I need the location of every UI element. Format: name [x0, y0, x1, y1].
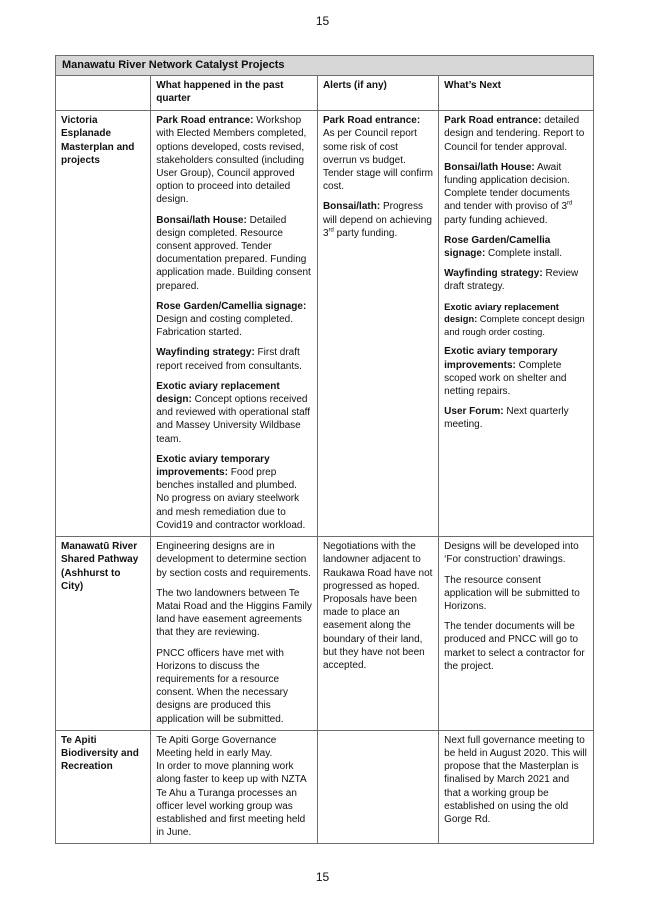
alerts-cell [317, 537, 438, 731]
entry-text: As per Council report some risk of cost overrun vs budget. Tender stage will confirm cost. [322, 128, 433, 193]
entry-label: Park Road entrance: [156, 115, 254, 127]
entry-superscript: rd [567, 201, 573, 208]
past-quarter-cell [151, 111, 318, 537]
table-row [56, 730, 594, 844]
entry-label: Wayfinding strategy: [444, 268, 543, 280]
entry [444, 267, 588, 293]
entry: The two landowners between Te Matai Road and the Higgins Family land have easement agreements that they are reviewing. [156, 587, 312, 639]
entry [156, 300, 312, 340]
entry: Negotiations with the landowner adjacent to Raukawa Road have not progressed as hoped. Proposals have been made to place an easement along the boundary of their land, but they have not been accepted. [322, 541, 433, 671]
entry-label: Bonsai/lath: [322, 201, 381, 213]
page-number-bottom: 15 [315, 870, 330, 884]
entry-label: Bonsai/lath House: [156, 214, 247, 226]
entry [156, 214, 312, 293]
entry-text-after: party funding. [333, 227, 398, 239]
entry [444, 405, 588, 431]
entry [323, 114, 433, 193]
whats-next-cell [439, 730, 594, 844]
entry-text: detailed design and tendering. Report to Council for tender approval. [444, 115, 585, 153]
entry-label: Bonsai/lath House: [444, 161, 535, 173]
entry-text: Progress will depend on achieving 3 [322, 201, 432, 239]
catalyst-projects-table [55, 55, 594, 844]
header-alerts: Alerts (if any) [317, 76, 438, 111]
table-title: Manawatu River Network Catalyst Projects [56, 56, 594, 76]
entry-superscript: rd [328, 227, 334, 234]
entry-text: Detailed design completed. Resource consent approved. Tender documentation prepared. Funding application made. Building consent prepared. [156, 214, 311, 292]
entry-label: Wayfinding strategy: [156, 347, 255, 359]
entry: The resource consent application will be submitted to Horizons. [444, 574, 580, 612]
entry: Designs will be developed into ‘For construction’ drawings. [444, 541, 579, 566]
entry: Engineering designs are in development to determine section by section costs and requirements. [156, 541, 311, 579]
project-name: Manawatū River Shared Pathway (Ashhurst to City) [56, 537, 151, 731]
entry-text: Review draft strategy. [444, 268, 579, 293]
header-project [56, 76, 151, 111]
table-header-row [56, 76, 594, 111]
entry-text: Complete scoped work on shelter and netting repairs. [444, 359, 567, 398]
header-past-quarter: What happened in the past quarter [151, 76, 318, 111]
entry: PNCC officers have met with Horizons to discuss the requirements for a resource consent. When the necessary designs are produced this application will be submitted. [156, 647, 288, 725]
page-number-top: 15 [315, 14, 330, 28]
table-row [56, 537, 594, 731]
past-quarter-cell [151, 537, 318, 731]
entry-label: Rose Garden/Camellia signage: [156, 300, 307, 312]
entry: Te Apiti Gorge Governance Meeting held in early May. [156, 734, 277, 759]
entry-text: Workshop with Elected Members completed, options developed, costs revised, stakeholders consulted (including User Group), Council approved option to proceed into detailed design. [156, 115, 307, 206]
entry-label: Park Road entrance: [444, 115, 542, 127]
project-name: Victoria Esplanade Masterplan and projects [56, 111, 151, 537]
entry: Next full governance meeting to be held in August 2020. This will propose that the Masterplan is finalised by March 2021 and that a working group be established on using the old Gorge Rd. [444, 734, 587, 825]
entry-text: Next quarterly meeting. [444, 406, 569, 431]
table-title-row [56, 56, 594, 76]
entry-label: Exotic aviary temporary improvements: [156, 453, 270, 479]
project-name: Te Apiti Biodiversity and Recreation [56, 730, 151, 844]
entry-text: Design and costing completed. Fabrication started. [156, 314, 293, 339]
entry-label: User Forum: [444, 406, 504, 418]
entry-text: Await funding application decision. Complete tender documents and tender with proviso of 3 [444, 161, 570, 213]
entry [156, 346, 312, 372]
entry [444, 301, 588, 339]
entry-text-after: party funding achieved. [444, 214, 548, 226]
entry-text: Food prep benches installed and plumbed. No progress on aviary steelwork and mesh remediation due to Covid19 and contractor workload. [156, 467, 306, 531]
entry [444, 114, 588, 154]
header-whats-next: What’s Next [439, 76, 594, 111]
entry [444, 161, 588, 227]
entry [156, 380, 312, 446]
entry: The tender documents will be produced and PNCC will go to market to select a contractor for the project. [444, 621, 585, 672]
alerts-cell [317, 111, 438, 537]
entry: In order to move planning work along faster to keep up with NZTA Te Ahu a Turanga processes an officer level working group was established and first meeting held in June. [156, 761, 307, 839]
alerts-cell [317, 730, 438, 844]
entry-label: Rose Garden/Camellia signage: [444, 234, 551, 260]
entry [156, 453, 312, 532]
entry [156, 114, 312, 206]
entry-text: First draft report received from consultants. [156, 347, 302, 372]
entry-text: Complete concept design and rough order costing. [444, 314, 585, 337]
entry-text: Concept options received and reviewed with operational staff and Massey University Wildbase team. [156, 394, 311, 445]
entry-label: Exotic aviary temporary improvements: [444, 346, 558, 371]
entry [444, 345, 588, 398]
entry [444, 234, 588, 260]
past-quarter-cell [151, 730, 318, 844]
entry-text: Complete install. [485, 248, 562, 260]
table-row [56, 111, 594, 537]
whats-next-cell [439, 111, 594, 537]
entry-label: Park Road entrance: [322, 115, 421, 127]
entry [323, 200, 433, 240]
entry-label: Exotic aviary replacement design: [156, 380, 280, 406]
whats-next-cell [439, 537, 594, 731]
entry-label: Exotic aviary replacement design: [444, 301, 559, 325]
